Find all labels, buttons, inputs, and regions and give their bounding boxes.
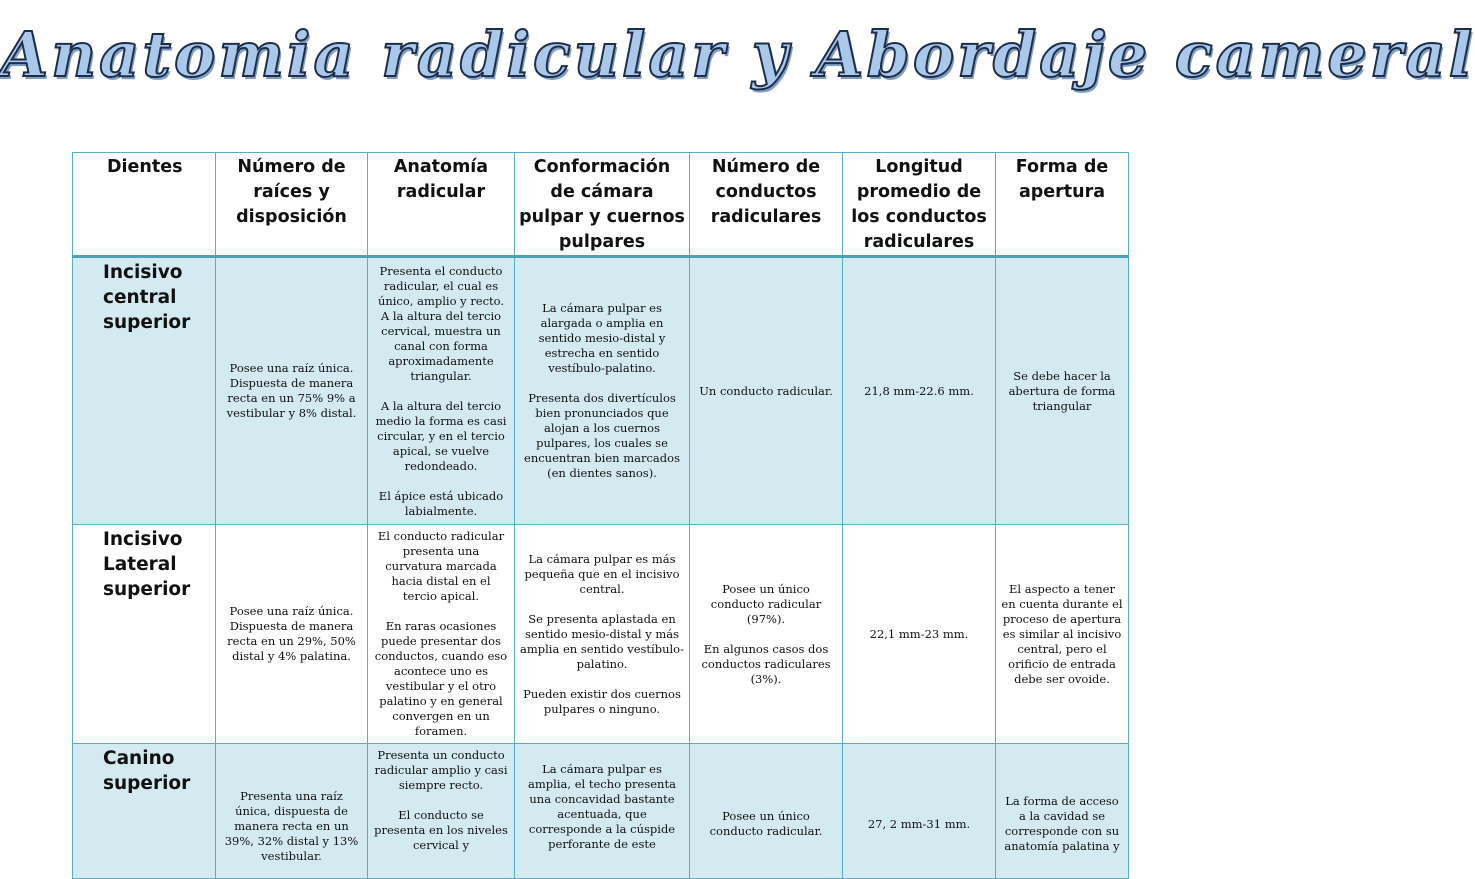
tooth-name: Incisivo central superior bbox=[73, 257, 216, 525]
tooth-name: Incisivo Lateral superior bbox=[73, 525, 216, 744]
anatomy-text: El ápice está ubicado labialmente. bbox=[378, 488, 504, 518]
chamber-text: Presenta dos divertículos bien pronunciados que alojan a los cuernos pulpares, los cuales se encuentran bien marcados (en dientes sanos). bbox=[524, 391, 680, 480]
chamber-text: Pueden existir dos cuernos pulpares o ninguno. bbox=[523, 686, 681, 716]
length-cell: 22,1 mm-23 mm. bbox=[843, 525, 996, 744]
roots-cell: Posee una raíz única. Dispuesta de manera recta en un 75% 9% a vestibular y 8% distal. bbox=[216, 257, 368, 525]
header-conductos: Número de conductos radiculares bbox=[690, 153, 843, 257]
anatomy-cell bbox=[368, 257, 515, 525]
anatomy-table-container bbox=[72, 152, 1128, 879]
anatomy-cell bbox=[368, 744, 515, 879]
anatomy-cell bbox=[368, 525, 515, 744]
opening-cell: La forma de acceso a la cavidad se corresponde con su anatomía palatina y bbox=[996, 744, 1129, 879]
length-cell: 21,8 mm-22.6 mm. bbox=[843, 257, 996, 525]
header-apertura: Forma de apertura bbox=[996, 153, 1129, 257]
opening-cell: Se debe hacer la abertura de forma triangular bbox=[996, 257, 1129, 525]
table-row bbox=[73, 525, 1129, 744]
header-longitud: Longitud promedio de los conductos radiculares bbox=[843, 153, 996, 257]
tooth-name: Canino superior bbox=[73, 744, 216, 879]
canals-cell: Un conducto radicular. bbox=[690, 257, 843, 525]
roots-cell: Presenta una raíz única, dispuesta de manera recta en un 39%, 32% distal y 13% vestibular. bbox=[216, 744, 368, 879]
canals-cell: Posee un único conducto radicular. bbox=[690, 744, 843, 879]
chamber-text: La cámara pulpar es alargada o amplia en sentido mesio-distal y estrecha en sentido vestíbulo-palatino. bbox=[538, 301, 666, 375]
opening-cell: El aspecto a tener en cuenta durante el proceso de apertura es similar al incisivo central, pero el orificio de entrada debe ser ovoide. bbox=[996, 525, 1129, 744]
chamber-cell bbox=[515, 525, 690, 744]
table-header-row bbox=[73, 153, 1129, 257]
page-title: Anatomia radicular y Abordaje cameral bbox=[0, 18, 1475, 91]
canals-text: Posee un único conducto radicular (97%). bbox=[710, 581, 822, 626]
header-dientes: Dientes bbox=[73, 153, 216, 257]
anatomy-text: A la altura del tercio medio la forma es casi circular, y en el tercio apical, se vuelve redondeado. bbox=[375, 398, 507, 473]
anatomy-text: El conducto se presenta en los niveles cervical y bbox=[374, 808, 508, 852]
table-row bbox=[73, 744, 1129, 879]
chamber-text: La cámara pulpar es más pequeña que en el incisivo central. bbox=[524, 551, 680, 596]
chamber-cell: La cámara pulpar es amplia, el techo presenta una concavidad bastante acentuada, que corresponde a la cúspide perforante de este bbox=[515, 744, 690, 879]
canals-cell bbox=[690, 525, 843, 744]
anatomy-table bbox=[72, 152, 1129, 879]
chamber-text: Se presenta aplastada en sentido mesio-distal y más amplia en sentido vestíbulo-palatino. bbox=[520, 611, 684, 671]
table-row bbox=[73, 257, 1129, 525]
anatomy-text: Presenta un conducto radicular amplio y casi siempre recto. bbox=[374, 748, 508, 792]
anatomy-text: En raras ocasiones puede presentar dos conductos, cuando eso acontece uno es vestibular y el otro palatino y en general convergen en un foramen. bbox=[374, 619, 508, 738]
roots-cell: Posee una raíz única. Dispuesta de manera recta en un 29%, 50% distal y 4% palatina. bbox=[216, 525, 368, 744]
canals-text: En algunos casos dos conductos radiculares (3%). bbox=[701, 641, 831, 686]
header-anatomia: Anatomía radicular bbox=[368, 153, 515, 257]
anatomy-text: Presenta el conducto radicular, el cual es único, amplio y recto. A la altura del tercio cervical, muestra un canal con forma aproximadamente triangular. bbox=[377, 263, 505, 383]
header-camara: Conformación de cámara pulpar y cuernos pulpares bbox=[515, 153, 690, 257]
chamber-cell bbox=[515, 257, 690, 525]
anatomy-text: El conducto radicular presenta una curvatura marcada hacia distal en el tercio apical. bbox=[377, 529, 505, 603]
length-cell: 27, 2 mm-31 mm. bbox=[843, 744, 996, 879]
header-raices: Número de raíces y disposición bbox=[216, 153, 368, 257]
